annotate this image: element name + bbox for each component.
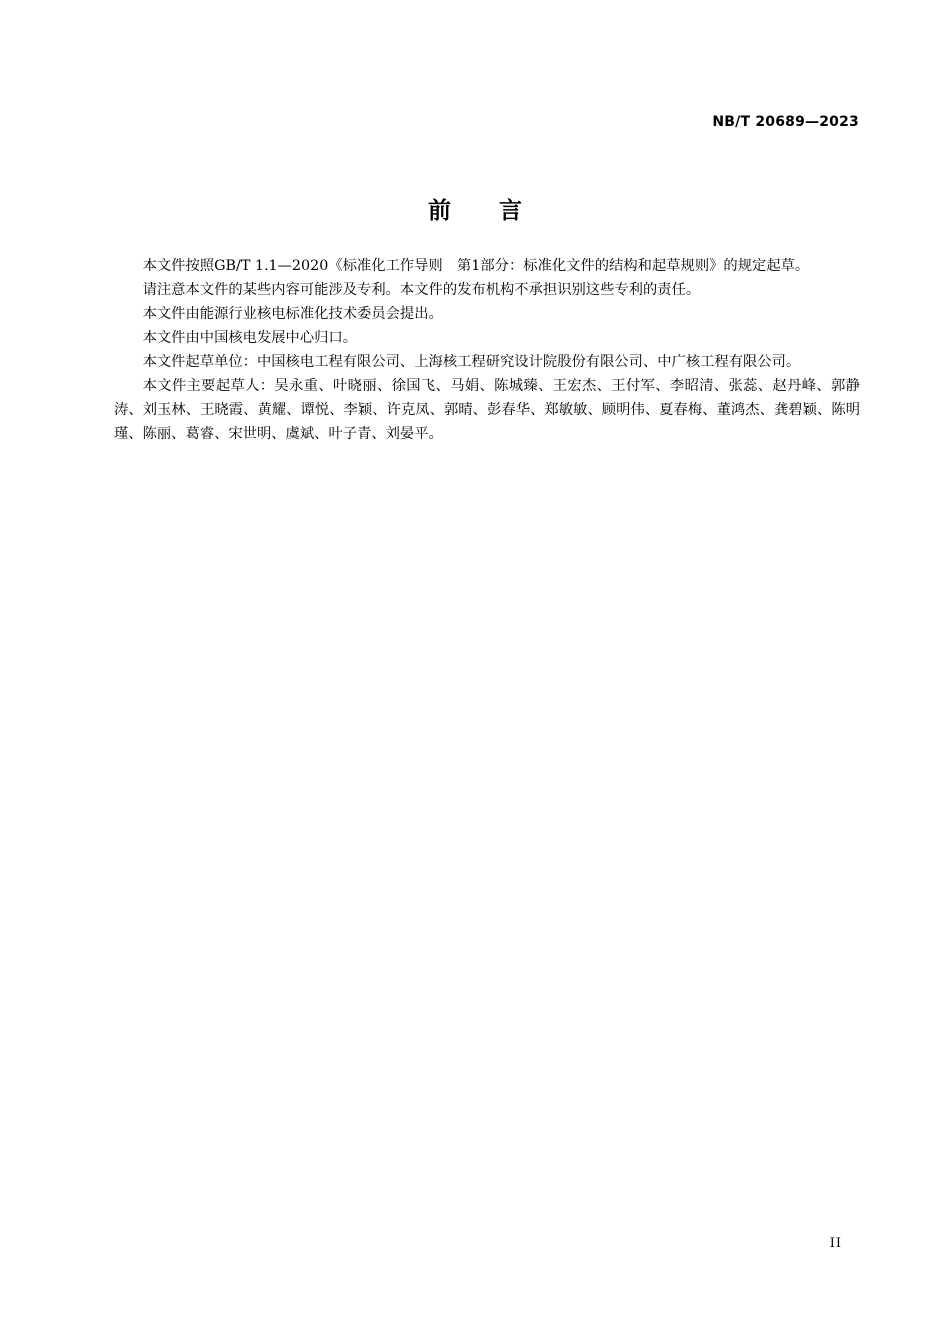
paragraph-patent-notice: 请注意本文件的某些内容可能涉及专利。本文件的发布机构不承担识别这些专利的责任。 <box>142 282 701 298</box>
page-number: II <box>829 1236 842 1251</box>
page-title <box>0 192 950 225</box>
paragraph-drafting-units: 本文件起草单位：中国核电工程有限公司、上海核工程研究设计院股份有限公司、中广核工程有限公司。 <box>142 354 801 370</box>
paragraph-drafters: 本文件主要起草人：吴永重、叶晓丽、徐国飞、马娟、陈城臻、王宏杰、王付军、李昭清、张蕊、赵丹峰、郭静涛、刘玉林、王晓霞、黄耀、谭悦、李颖、许克凤、郭晴、彭春华、郑敏敏、顾明伟、夏春梅、董鸿杰、龚碧颖、陈明瑾、陈丽、葛睿、宋世明、虞斌、叶子青、刘晏平。 <box>114 378 860 442</box>
title-char-1: 前 <box>428 198 451 224</box>
paragraph-proposed-by: 本文件由能源行业核电标准化技术委员会提出。 <box>142 306 443 322</box>
standard-code: NB/T 20689—2023 <box>712 114 859 130</box>
title-char-2: 言 <box>499 198 522 224</box>
paragraph-centralized-by: 本文件由中国核电发展中心归口。 <box>142 330 358 346</box>
paragraph-drafting-rules: 本文件按照GB/T 1.1—2020《标准化工作导则 第1部分：标准化文件的结构和起草规则》的规定起草。 <box>142 258 810 274</box>
foreword-body <box>114 254 860 446</box>
